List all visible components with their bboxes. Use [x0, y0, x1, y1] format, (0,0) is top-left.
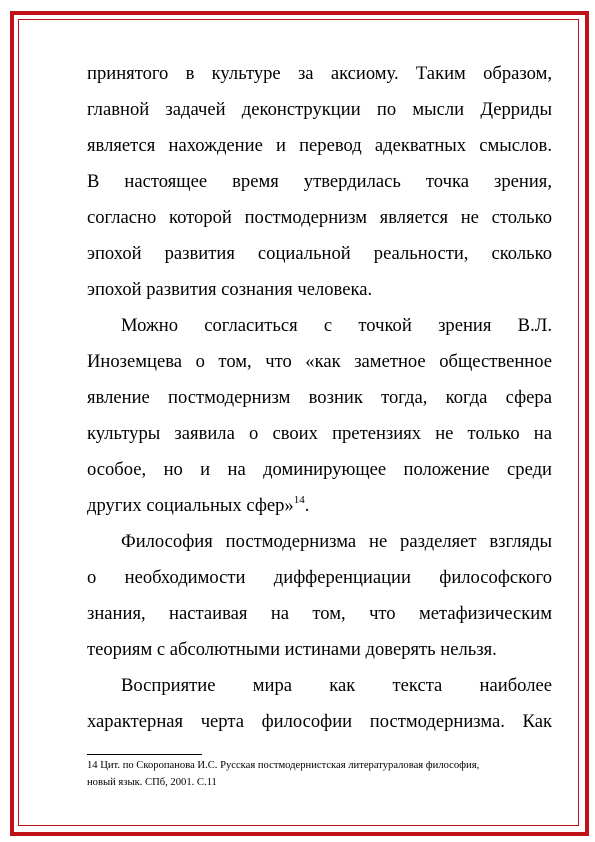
footnote [87, 757, 552, 791]
text-line: Иноземцева о том, что «как заметное общественное [87, 351, 552, 372]
text-line: о необходимости дифференциации философского [87, 567, 552, 588]
footnote-separator [87, 754, 202, 755]
text-line: теориям с абсолютными истинами доверять нельзя. [87, 639, 497, 660]
text-line: знания, настаивая на том, что метафизическим [87, 603, 552, 624]
text-line: Можно согласиться с точкой зрения В.Л. [121, 315, 552, 336]
text-line: Философия постмодернизма не разделяет взгляды [121, 531, 552, 552]
footnote-line: новый язык. СПб, 2001. С.11 [87, 777, 217, 788]
text-line: является нахождение и перевод адекватных смыслов. [87, 135, 552, 156]
text-line: особое, но и на доминирующее положение среди [87, 459, 552, 480]
text-line: главной задачей деконструкции по мысли Дерриды [87, 99, 552, 120]
footnote-line: 14 Цит. по Скоропанова И.С. Русская постмодернистская литератураловая философия, [87, 760, 480, 771]
text-line: Восприятие мира как текста наиболее [121, 675, 552, 696]
footnote-reference[interactable]: 14 [293, 494, 305, 506]
text-line: согласно которой постмодернизм является не столько [87, 207, 552, 228]
text-line: явление постмодернизм возник тогда, когда сфера [87, 387, 552, 408]
text-line [87, 488, 552, 524]
text-line: В настоящее время утвердилась точка зрения, [87, 171, 552, 192]
text-line: культуры заявила о своих претензиях не только на [87, 423, 552, 444]
text-line: эпохой развития сознания человека. [87, 279, 373, 300]
text-line: принятого в культуре за аксиому. Таким образом, [87, 63, 552, 84]
body-text [87, 56, 552, 740]
text-line: характерная черта философии постмодернизма. Как [87, 711, 552, 732]
text-line: эпохой развития социальной реальности, сколько [87, 243, 552, 264]
text-fragment: других социальных сфер» [87, 495, 294, 516]
text-fragment: . [304, 495, 310, 516]
